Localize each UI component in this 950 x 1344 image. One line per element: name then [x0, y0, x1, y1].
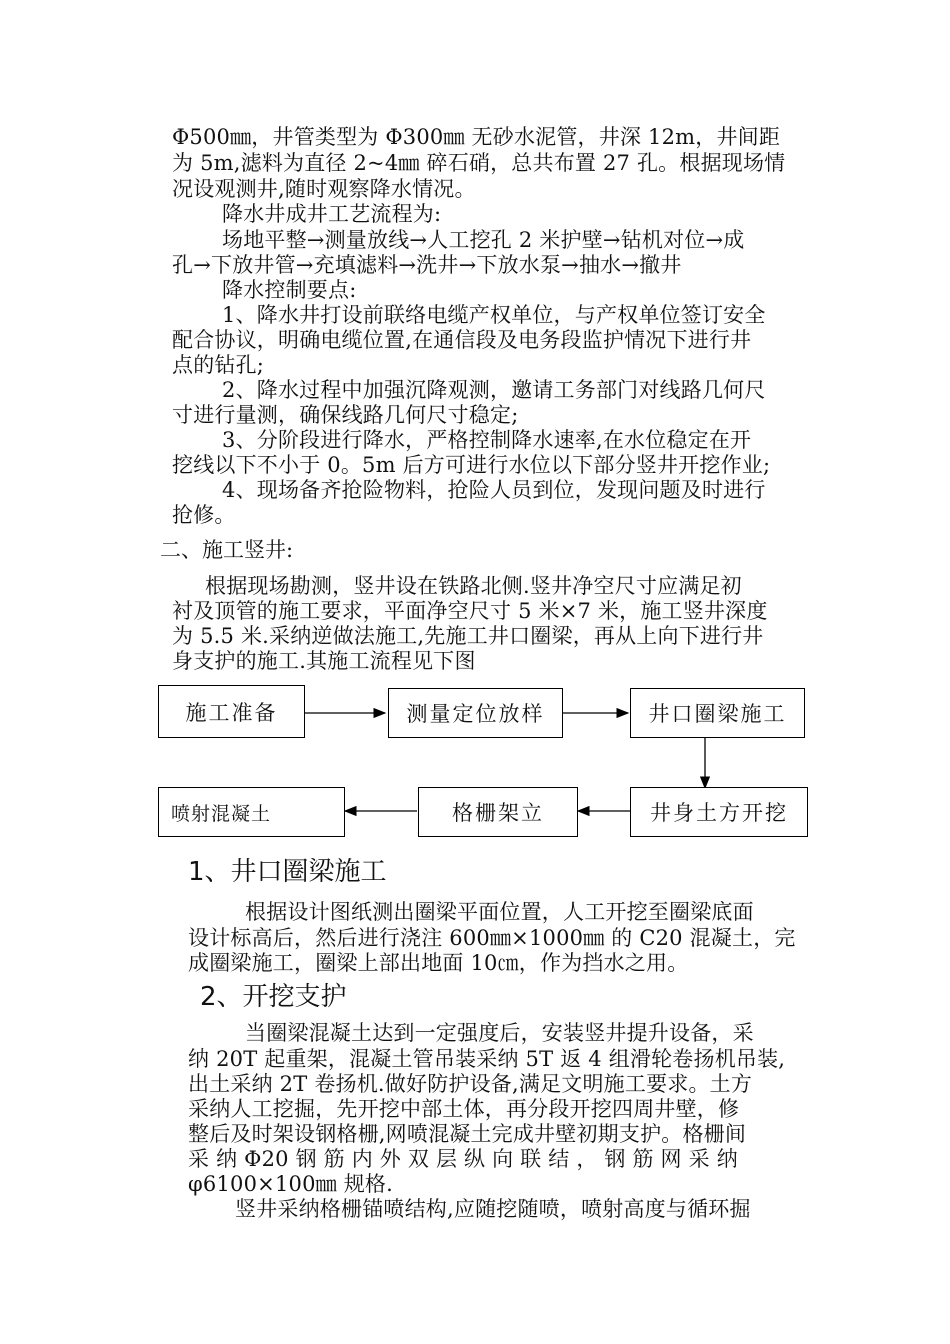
text-line: 场地平整→测量放线→人工挖孔 2 米护壁→钻机对位→成 — [222, 228, 745, 252]
text-line: 降水控制要点: — [222, 278, 357, 302]
flow-step-survey: 测量定位放样 — [388, 688, 563, 738]
text-line: 根据设计图纸测出圈梁平面位置，人工开挖至圈梁底面 — [245, 900, 754, 924]
text-line: 孔→下放井管→充填滤料→洗井→下放水泵→抽水→撤井 — [172, 253, 682, 277]
text-line: 寸进行量测，确保线路几何尺寸稳定; — [172, 403, 519, 427]
text-line: 挖线以下不小于 0。5m 后方可进行水位以下部分竖井开挖作业; — [172, 453, 771, 477]
flow-step-grid-erection: 格栅架立 — [418, 787, 578, 837]
text-line: 整后及时架设钢格栅,网喷混凝土完成井壁初期支护。格栅间 — [188, 1122, 747, 1146]
text-line: 为 5m,滤料为直径 2~4㎜ 碎石硝，总共布置 27 孔。根据现场情 — [172, 151, 786, 175]
text-line: 况设观测井,随时观察降水情况。 — [172, 177, 476, 201]
text-line: 采 纳 Φ20 钢 筋 内 外 双 层 纵 向 联 结 ， 钢 筋 网 采 纳 — [188, 1147, 738, 1171]
text-line: 配合协议，明确电缆位置,在通信段及电务段监护情况下进行井 — [172, 328, 752, 352]
text-line: 出土采纳 2T 卷扬机.做好防护设备,满足文明施工要求。土方 — [188, 1072, 753, 1096]
text-line: 抢修。 — [172, 503, 236, 527]
text-line: φ6100×100㎜ 规格. — [188, 1172, 393, 1196]
section-heading: 二、施工竖井: — [160, 538, 294, 562]
text-line: 竖井采纳格栅锚喷结构,应随挖随喷，喷射高度与循环掘 — [235, 1197, 751, 1221]
flow-step-ring-beam: 井口圈梁施工 — [630, 688, 805, 738]
text-line: 为 5.5 米.采纳逆做法施工,先施工井口圈梁，再从上向下进行井 — [172, 624, 764, 648]
text-line: 衬及顶管的施工要求，平面净空尺寸 5 米×7 米，施工竖井深度 — [172, 599, 768, 623]
flow-step-preparation: 施工准备 — [158, 685, 305, 738]
text-line: 当圈梁混凝土达到一定强度后，安装竖井提升设备，采 — [245, 1021, 754, 1045]
text-line: 纳 20T 起重架，混凝土管吊装采纳 5T 返 4 组滑轮卷扬机吊装, — [188, 1047, 786, 1071]
text-line: 1、降水井打设前联络电缆产权单位，与产权单位签订安全 — [222, 303, 766, 327]
text-line: 2、降水过程中加强沉降观测，邀请工务部门对线路几何尺 — [222, 378, 766, 402]
text-line: 降水井成井工艺流程为: — [222, 202, 442, 226]
text-line: 成圈梁施工，圈梁上部出地面 10㎝，作为挡水之用。 — [188, 951, 689, 975]
text-line: 点的钻孔; — [172, 353, 265, 377]
text-line: 根据现场勘测，竖井设在铁路北侧.竖井净空尺寸应满足初 — [205, 574, 742, 598]
text-line: 4、现场备齐抢险物料，抢险人员到位，发现问题及时进行 — [222, 478, 766, 502]
flow-step-shotcrete: 喷射混凝土 — [158, 787, 345, 837]
text-line: Φ500㎜，井管类型为 Φ300㎜ 无砂水泥管，井深 12m，井间距 — [172, 125, 781, 149]
subsection-heading: 2、开挖支护 — [200, 982, 347, 1012]
text-line: 设计标高后，然后进行浇注 600㎜×1000㎜ 的 C20 混凝土，完 — [188, 926, 796, 950]
flow-step-excavation: 井身土方开挖 — [630, 787, 808, 837]
text-line: 采纳人工挖掘，先开挖中部土体，再分段开挖四周井壁，修 — [188, 1097, 740, 1121]
subsection-heading: 1、井口圈梁施工 — [188, 857, 387, 887]
text-line: 3、分阶段进行降水，严格控制降水速率,在水位稳定在开 — [222, 428, 752, 452]
text-line: 身支护的施工.其施工流程见下图 — [172, 649, 476, 673]
